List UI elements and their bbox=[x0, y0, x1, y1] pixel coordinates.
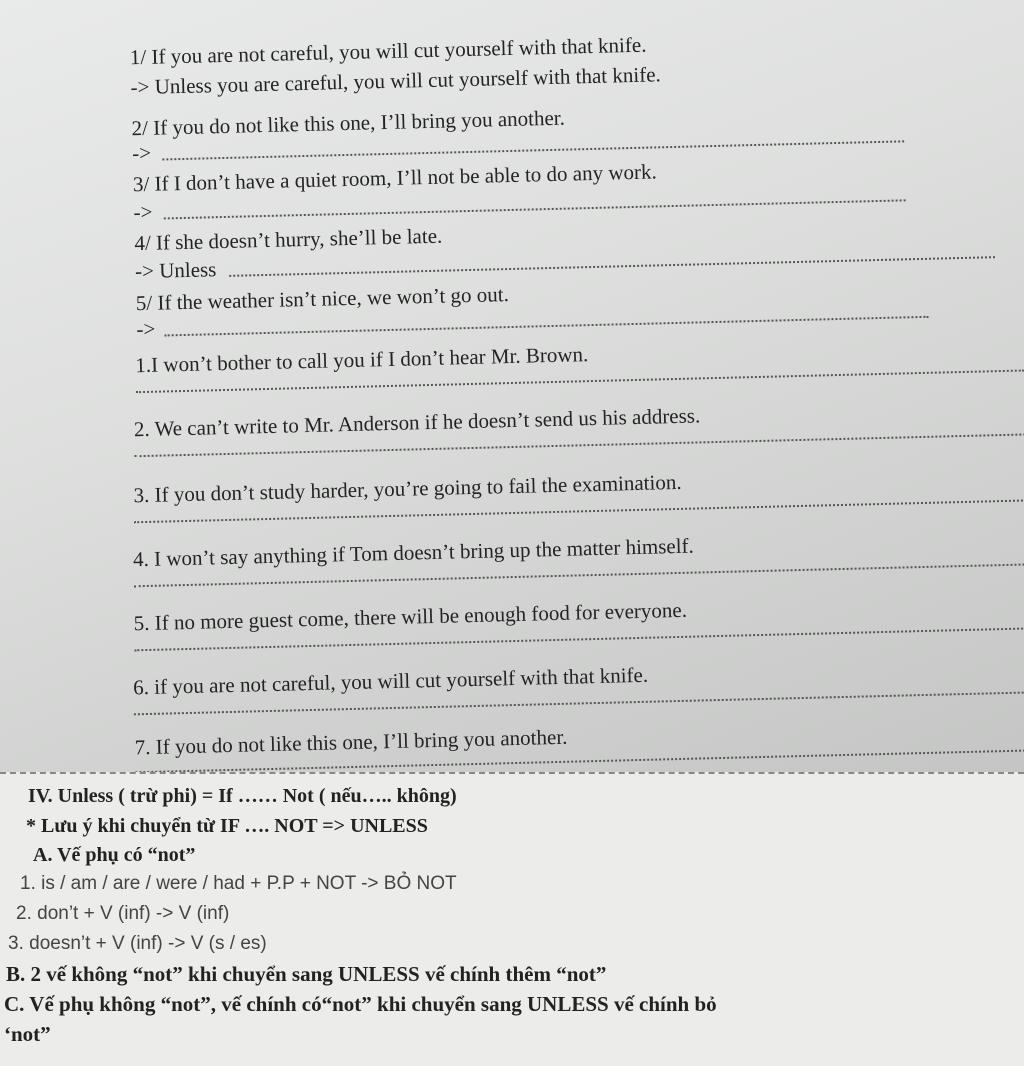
exercise-answer-4: -> Unless bbox=[134, 257, 217, 284]
answer-line bbox=[165, 316, 929, 337]
item-number: 4/ bbox=[134, 230, 152, 256]
rule-1: 1. is / am / are / were / had + P.P + NOT -> BỎ NOT bbox=[20, 873, 457, 894]
rewrite-item-6: 6. if you are not careful, you will cut yourself with that knife. bbox=[132, 662, 649, 700]
notes-tip: * Lưu ý khi chuyển từ IF …. NOT => UNLESS bbox=[26, 815, 428, 837]
grammar-notes bbox=[0, 772, 1024, 1066]
torn-edge bbox=[0, 772, 1024, 780]
section-c-continuation: ‘not” bbox=[4, 1022, 51, 1046]
item-number: 5/ bbox=[135, 290, 153, 316]
rewrite-item-1: 1.I won’t bother to call you if I don’t hear Mr. Brown. bbox=[135, 342, 589, 378]
item-number: 3/ bbox=[132, 171, 150, 197]
item-number: 1/ bbox=[129, 44, 147, 70]
item-text: If she doesn’t hurry, she’ll be late. bbox=[155, 223, 443, 255]
rewrite-item-3: 3. If you don’t study harder, you’re going to fail the examination. bbox=[133, 469, 682, 508]
item-number: 2/ bbox=[131, 115, 149, 141]
answer-line bbox=[162, 140, 904, 160]
exercise-item-2 bbox=[131, 106, 565, 141]
item-text: If I don’t have a quiet room, I’ll not be able to do any work. bbox=[154, 159, 657, 196]
item-text: If you are not careful, you will cut yourself with that knife. bbox=[151, 32, 647, 69]
exercise-answer-2: -> bbox=[131, 140, 152, 166]
exercise-answer-1: -> Unless you are careful, you will cut yourself with that knife. bbox=[130, 62, 662, 100]
exercise-answer-3: -> bbox=[133, 199, 153, 225]
answer-line bbox=[164, 199, 906, 219]
item-text: If you do not like this one, I’ll bring you another. bbox=[152, 105, 566, 140]
exercise-answer-5: -> bbox=[136, 316, 156, 342]
section-a-title: A. Vế phụ có “not” bbox=[33, 844, 196, 866]
rewrite-item-7: 7. If you do not like this one, I’ll bring you another. bbox=[134, 724, 568, 760]
section-b-title: B. 2 vế không “not” khi chuyển sang UNLESS vế chính thêm “not” bbox=[6, 962, 607, 986]
exercise-item-4 bbox=[134, 224, 442, 256]
rewrite-item-4: 4. I won’t say anything if Tom doesn’t bring up the matter himself. bbox=[132, 533, 695, 572]
rewrite-item-5: 5. If no more guest come, there will be enough food for everyone. bbox=[133, 597, 688, 636]
item-text: If the weather isn’t nice, we won’t go out. bbox=[157, 282, 510, 315]
notes-heading: IV. Unless ( trừ phi) = If …… Not ( nếu….. không) bbox=[28, 785, 457, 807]
rewrite-item-2: 2. We can’t write to Mr. Anderson if he doesn’t send us his address. bbox=[133, 403, 701, 442]
rule-3: 3. doesn’t + V (inf) -> V (s / es) bbox=[8, 933, 267, 954]
rule-2: 2. don’t + V (inf) -> V (inf) bbox=[16, 903, 230, 924]
exercise-item-3 bbox=[133, 159, 657, 196]
section-c-title: C. Vế phụ không “not”, vế chính có“not” khi chuyển sang UNLESS vế chính bỏ bbox=[4, 992, 717, 1016]
exercise-item-5 bbox=[136, 282, 510, 315]
answer-line bbox=[229, 256, 995, 277]
